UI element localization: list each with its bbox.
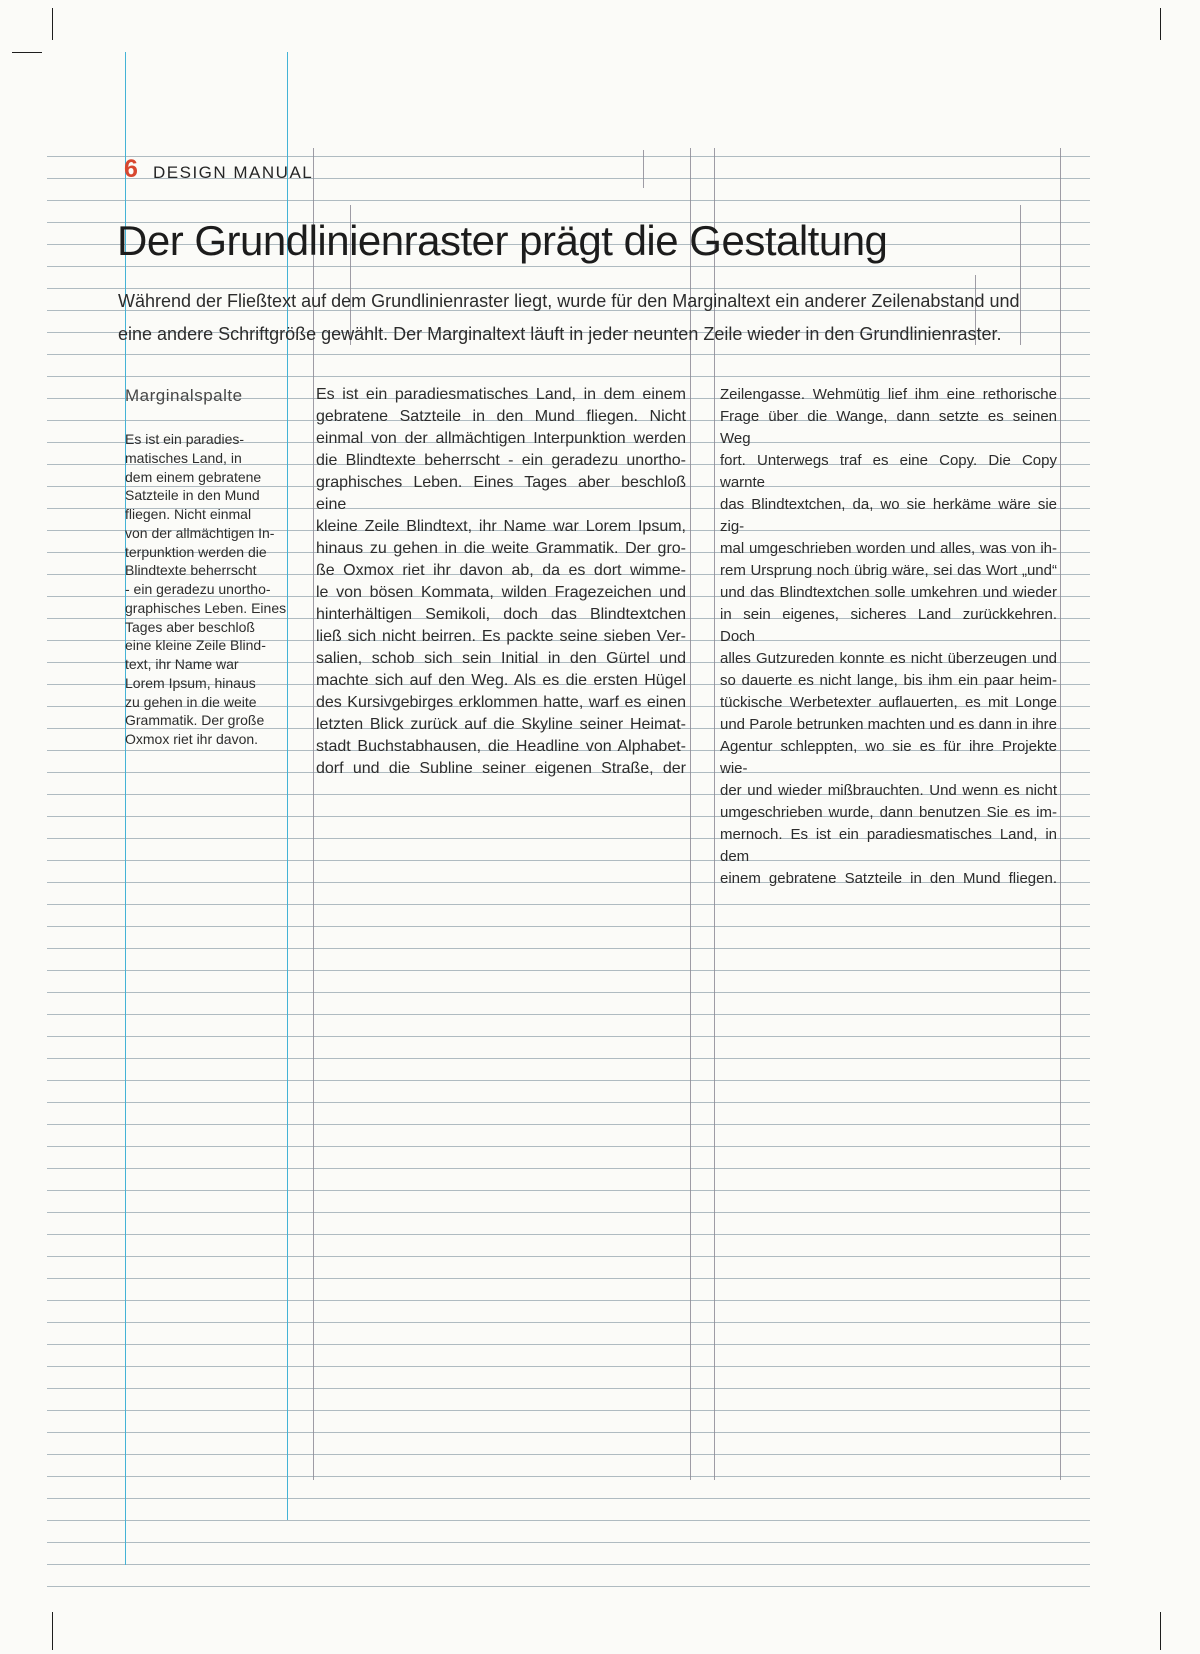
margin-column-text	[125, 430, 291, 749]
text-line: die Blindtexte beherrscht - ein geradezu unortho-	[316, 452, 686, 469]
text-line: mernoch. Es ist ein paradiesmatisches Land, in dem	[720, 826, 1057, 865]
text-line: eine kleine Zeile Blind-	[125, 637, 266, 654]
text-line: ße Oxmox riet ihr davon ab, da es dort wimme-	[316, 562, 686, 579]
baseline-line	[47, 1234, 1090, 1235]
text-line: Tages aber beschloß	[125, 618, 255, 635]
baseline-line	[47, 1058, 1090, 1059]
baseline-line	[47, 354, 1090, 355]
baseline-line	[47, 376, 1090, 377]
baseline-line	[47, 1168, 1090, 1169]
text-line: text, ihr Name war	[125, 656, 239, 672]
baseline-line	[47, 200, 1090, 201]
body-column-1	[316, 384, 686, 780]
text-line: terpunktion werden die	[125, 543, 267, 560]
crop-mark-top-left-v	[52, 8, 53, 40]
baseline-line	[47, 1036, 1090, 1037]
margin-column-heading: Marginalspalte	[125, 386, 243, 405]
baseline-line	[47, 1190, 1090, 1191]
text-line: dorf und die Subline seiner eigenen Straße, der	[316, 760, 686, 777]
baseline-line	[47, 992, 1090, 993]
text-line: umgeschrieben wurde, dann benutzen Sie es im-	[720, 804, 1057, 821]
baseline-line	[47, 1366, 1090, 1367]
text-line: ließ sich nicht beirren. Es packte seine sieben Ver-	[316, 628, 686, 645]
baseline-line	[47, 1344, 1090, 1345]
text-line: einmal von der allmächtigen Interpunktion werden	[316, 430, 686, 447]
text-line: Lorem Ipsum, hinaus	[125, 674, 256, 691]
column-guide-margin-right	[287, 52, 288, 1520]
text-line: stadt Buchstabhausen, die Headline von Alphabet-	[316, 738, 686, 755]
text-line: das Blindtextchen, da, wo sie herkäme wäre sie zig-	[720, 496, 1057, 535]
baseline-line	[47, 1322, 1090, 1323]
baseline-line	[47, 1564, 1090, 1565]
baseline-line	[47, 1410, 1090, 1411]
text-line: eine andere Schriftgröße gewählt. Der Marginaltext läuft in jeder neunten Zeile wieder in den Grundlinienraster.	[118, 324, 1002, 344]
column-guide-margin-left	[125, 52, 126, 1565]
baseline-line	[47, 1278, 1090, 1279]
baseline-line	[47, 1080, 1090, 1081]
text-line: und das Blindtextchen solle umkehren und wieder	[720, 584, 1057, 601]
text-line: salien, schob sich sein Initial in den Gürtel und	[316, 650, 686, 667]
text-line: - ein geradezu unortho-	[125, 581, 271, 597]
baseline-line	[47, 266, 1090, 267]
text-line: einem gebratene Satzteile in den Mund fliegen.	[720, 870, 1057, 887]
intro-paragraph	[118, 285, 1048, 351]
text-line: Oxmox riet ihr davon.	[125, 731, 259, 747]
text-line: hinaus zu gehen in die weite Grammatik. Der gro-	[316, 540, 686, 557]
crop-mark-bottom-left-v	[52, 1612, 53, 1650]
column-guide-body-right	[1060, 148, 1061, 1480]
text-line: des Kursivgebirges erklommen hatte, warf es einen	[316, 694, 686, 711]
text-line: letzten Blick zurück auf die Skyline seiner Heimat-	[316, 716, 686, 733]
baseline-line	[47, 156, 1090, 157]
text-line: Grammatik. Der große	[125, 712, 265, 729]
baseline-line	[47, 1498, 1090, 1499]
baseline-line	[47, 1014, 1090, 1015]
crop-mark-top-left-h	[12, 52, 42, 53]
text-line: rem Ursprung noch übrig wäre, sei das Wort „und“	[720, 562, 1057, 579]
text-line: und Parole betrunken machten und es dann in ihre	[720, 716, 1057, 733]
baseline-line	[47, 926, 1090, 927]
text-line: graphisches Leben. Eines	[125, 599, 287, 616]
page-title: Der Grundlinienraster prägt die Gestaltung	[117, 217, 888, 264]
text-line: tückische Werbetexter auflauerten, es mit Longe	[720, 694, 1057, 711]
baseline-line	[47, 1124, 1090, 1125]
text-line: fliegen. Nicht einmal	[125, 506, 252, 522]
text-line: fort. Unterwegs traf es eine Copy. Die Copy warnte	[720, 452, 1057, 491]
baseline-line	[47, 1432, 1090, 1433]
baseline-line	[47, 1146, 1090, 1147]
text-line: Satzteile in den Mund	[125, 487, 260, 504]
baseline-line	[47, 1212, 1090, 1213]
text-line: der und wieder mißbrauchten. Und wenn es nicht	[720, 782, 1057, 799]
crop-mark-top-right-v	[1160, 8, 1161, 40]
baseline-line	[47, 1476, 1090, 1477]
baseline-line	[47, 948, 1090, 949]
text-line: Es ist ein paradies-	[125, 431, 245, 447]
baseline-line	[47, 1542, 1090, 1543]
text-line: so dauerte es nicht lange, bis ihm ein paar heim-	[720, 672, 1057, 689]
text-line: hinterhältigen Semikoli, doch das Blindtextchen	[316, 606, 686, 623]
baseline-line	[47, 904, 1090, 905]
text-line: gebratene Satzteile in den Mund fliegen. Nicht	[316, 408, 686, 425]
text-line: le von bösen Kommata, wilden Fragezeichen und	[316, 584, 686, 601]
text-line: Zeilengasse. Wehmütig lief ihm eine rethorische	[720, 386, 1057, 403]
baseline-line	[47, 1586, 1090, 1587]
header-label: DESIGN MANUAL	[153, 163, 314, 182]
text-line: mal umgeschrieben worden und alles, was von ih-	[720, 540, 1057, 557]
baseline-line	[47, 1256, 1090, 1257]
text-line: in sein eigenes, sicheres Land zurückkehren. Doch	[720, 606, 1057, 645]
text-line: von der allmächtigen In-	[125, 524, 275, 541]
baseline-line	[47, 1102, 1090, 1103]
text-line: alles Gutzureden konnte es nicht überzeugen und	[720, 650, 1057, 667]
text-line: machte sich auf den Weg. Als es die ersten Hügel	[316, 672, 686, 689]
baseline-line	[47, 1300, 1090, 1301]
text-line: matisches Land, in	[125, 449, 242, 466]
text-line: zu gehen in die weite	[125, 693, 257, 710]
baseline-line	[47, 970, 1090, 971]
text-line: Frage über die Wange, dann setzte es seinen Weg	[720, 408, 1057, 447]
page-number: 6	[124, 155, 138, 183]
text-line: Es ist ein paradiesmatisches Land, in dem einem	[316, 386, 686, 403]
text-line: Blindtexte beherrscht	[125, 562, 257, 579]
baseline-line	[47, 1520, 1090, 1521]
frame-guide-header	[643, 150, 644, 188]
body-column-2	[720, 384, 1057, 890]
baseline-line	[47, 1454, 1090, 1455]
crop-mark-bottom-right-v	[1160, 1612, 1161, 1650]
baseline-line	[47, 1388, 1090, 1389]
text-line: Agentur schleppten, wo sie es für ihre Projekte wie-	[720, 738, 1057, 777]
text-line: kleine Zeile Blindtext, ihr Name war Lorem Ipsum,	[316, 518, 686, 535]
text-line: graphisches Leben. Eines Tages aber beschloß eine	[316, 474, 686, 513]
text-line: Während der Fließtext auf dem Grundlinienraster liegt, wurde für den Marginaltext ein anderer Zeilenabstand und	[118, 291, 1020, 311]
text-line: dem einem gebratene	[125, 468, 262, 485]
